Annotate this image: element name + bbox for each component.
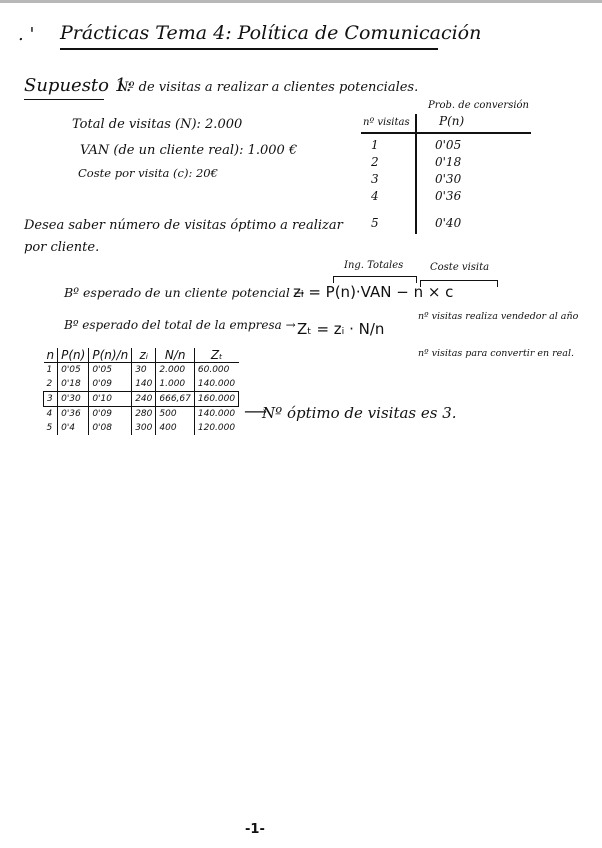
prob-column-rule [415, 114, 417, 234]
prob-row-visits: 5 [371, 216, 379, 230]
results-row [44, 392, 239, 407]
prob-col-pn: P(n) [439, 114, 465, 128]
results-cell: 0'36 [58, 407, 89, 422]
prob-table-caption: Prob. de conversión [428, 100, 529, 111]
results-cell: 280 [132, 407, 156, 422]
prob-row-value: 0'40 [435, 216, 462, 230]
results-col-header: Zₜ [194, 348, 238, 363]
note-n-visits-per-year: nº visitas realiza vendedor al año [418, 311, 579, 322]
question-line-2: por cliente. [24, 240, 100, 255]
results-table [43, 348, 239, 435]
given-van: VAN (de un cliente real): 1.000 € [80, 143, 298, 158]
prob-row-value: 0'05 [435, 138, 462, 152]
top-edge-rule [0, 0, 602, 3]
page-title: Prácticas Tema 4: Política de Comunicación [60, 22, 482, 44]
results-cell: 500 [156, 407, 195, 422]
results-cell: 60.000 [194, 363, 238, 378]
bracket-ing [333, 276, 417, 283]
prob-row-value: 0'30 [435, 172, 462, 186]
results-cell: 30 [132, 363, 156, 378]
results-cell: 240 [132, 392, 156, 407]
arrow-icon: ⟶ [244, 402, 267, 421]
question-line-1: Desea saber número de visitas óptimo a realizar [24, 218, 343, 233]
title-underline [60, 48, 438, 50]
results-cell: 0'30 [58, 392, 89, 407]
prob-row-value: 0'18 [435, 155, 462, 169]
label-coste-visita: Coste visita [430, 262, 490, 273]
results-cell: 4 [46, 409, 53, 419]
results-cell: 2 [46, 379, 53, 389]
results-cell: 5 [46, 423, 53, 433]
results-row [44, 421, 239, 435]
results-body [44, 363, 239, 436]
header-bullets: . ' [18, 24, 35, 45]
results-cell: 0'18 [58, 377, 89, 392]
case-statement: Nº de visitas a realizar a clientes potenciales. [117, 80, 419, 95]
prob-row-visits: 1 [371, 138, 379, 152]
results-cell: 400 [156, 421, 195, 435]
results-cell: 0'09 [89, 407, 132, 422]
results-header-row [44, 348, 239, 363]
note-n-visits-to-convert: nº visitas para convertir en real. [418, 348, 575, 359]
results-row [44, 363, 239, 378]
results-cell: 0'4 [58, 421, 89, 435]
formula-1-label: Bº esperado de un cliente potencial → [64, 285, 305, 300]
prob-header-rule [361, 132, 531, 134]
given-cost: Coste por visita (c): 20€ [78, 166, 218, 180]
results-cell: 120.000 [194, 421, 238, 435]
case-label: Supuesto 1: [24, 75, 133, 96]
results-cell: 0'08 [89, 421, 132, 435]
results-col-header: zᵢ [132, 348, 156, 363]
results-cell: 1 [46, 365, 53, 375]
results-col-header: P(n) [58, 348, 89, 363]
results-cell: 0'10 [89, 392, 132, 407]
prob-row-visits: 3 [371, 172, 379, 186]
results-col-header: P(n)/n [89, 348, 132, 363]
results-cell: 300 [132, 421, 156, 435]
results-row [44, 377, 239, 392]
page-number: -1- [245, 822, 265, 837]
prob-row-visits: 4 [371, 189, 379, 203]
formula-2-label: Bº esperado del total de la empresa → [64, 318, 296, 332]
results-cell: 2.000 [156, 363, 195, 378]
label-ing-totales: Ing. Totales [344, 260, 404, 271]
prob-row-value: 0'36 [435, 189, 462, 203]
results-cell: 666,67 [156, 392, 195, 407]
results-cell: 0'05 [89, 363, 132, 378]
results-cell: 3 [44, 392, 58, 407]
given-total-visits: Total de visitas (N): 2.000 [72, 117, 243, 132]
formula-2: Zₜ = zᵢ · N/n [297, 320, 385, 338]
results-col-header: n [44, 348, 58, 363]
conclusion: Nº óptimo de visitas es 3. [262, 404, 457, 422]
prob-row-visits: 2 [371, 155, 379, 169]
results-cell: 140.000 [194, 407, 238, 422]
case-label-underline [24, 99, 104, 100]
results-cell: 0'09 [89, 377, 132, 392]
formula-1: zᵢ = P(n)·VAN − n × c [293, 283, 454, 301]
results-cell: 160.000 [194, 392, 238, 407]
results-cell: 0'05 [58, 363, 89, 378]
results-col-header: N/n [156, 348, 195, 363]
prob-col-visits: nº visitas [363, 117, 410, 128]
results-row [44, 407, 239, 422]
results-cell: 140 [132, 377, 156, 392]
results-cell: 140.000 [194, 377, 238, 392]
results-cell: 1.000 [156, 377, 195, 392]
